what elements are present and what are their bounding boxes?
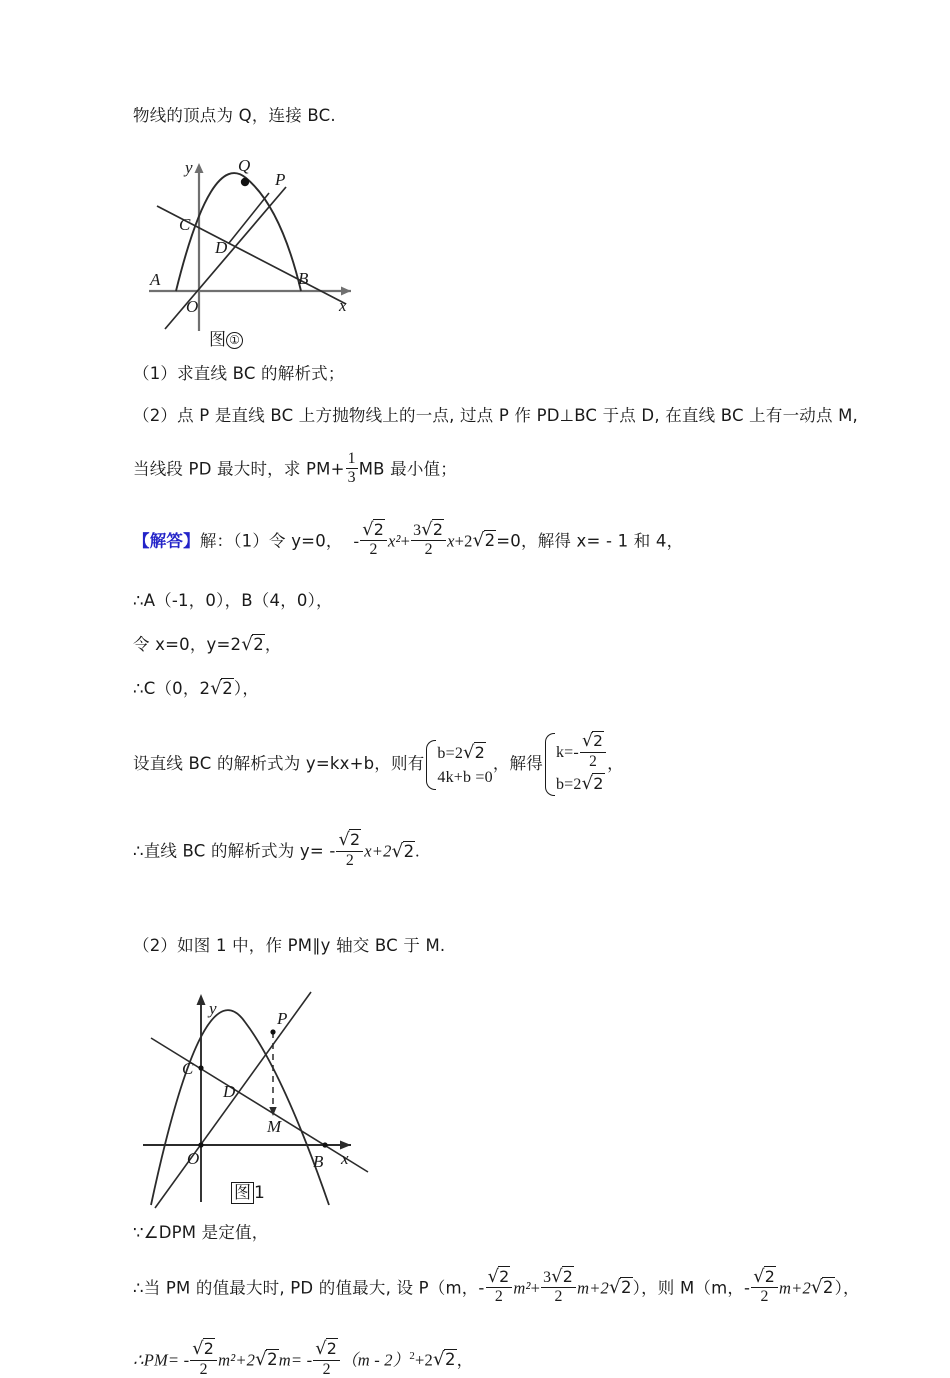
figure-1-caption bbox=[209, 325, 243, 350]
term-plus-2: +2 bbox=[415, 1350, 433, 1370]
sqrt-2-glyph: √2 bbox=[241, 633, 264, 655]
figure-1-x-label: x bbox=[339, 295, 347, 315]
solution-line-5-mid: ，解得 bbox=[492, 754, 543, 774]
sqrt-2-glyph: √2 bbox=[472, 530, 496, 552]
solution-line-5 bbox=[133, 732, 848, 797]
figure-2-caption bbox=[231, 1178, 265, 1203]
system-2-row-1-minus: - bbox=[573, 744, 579, 762]
figure-1 bbox=[141, 151, 848, 366]
solution-line-5-lead: 设直线 BC 的解析式为 y=kx+b，则有 bbox=[133, 754, 425, 774]
term-m-plus-2-b: m+2 bbox=[779, 1278, 811, 1298]
y-axis-arrow bbox=[197, 994, 206, 1005]
solution-line-1 bbox=[133, 521, 848, 559]
fraction-numerator bbox=[336, 831, 363, 852]
point-p-marker bbox=[270, 1030, 275, 1035]
solution-line-2: ∴A（-1，0），B（4，0）， bbox=[133, 591, 333, 610]
fraction-denominator: 2 bbox=[554, 1288, 563, 1306]
term-m-squared: m² bbox=[513, 1278, 531, 1298]
solution-line-4-text: ∴C（0，2 bbox=[133, 678, 211, 698]
term-m-plus-2: m+2 bbox=[577, 1278, 609, 1298]
sqrt-2-glyph: √2 bbox=[433, 1349, 456, 1371]
question-1 bbox=[133, 363, 848, 383]
term-m-squared-plus-2: m²+2 bbox=[218, 1350, 256, 1370]
sqrt-2-glyph: √2 bbox=[338, 830, 361, 851]
solution-line-1-suffix: 解得 x= - 1 和 4， bbox=[537, 531, 684, 551]
fraction-denominator: 2 bbox=[424, 541, 433, 559]
system-2-row-1-pre: k= bbox=[555, 744, 574, 762]
segment-pd bbox=[229, 193, 269, 243]
conclusion-line-2-mid: ），则 M（m，- bbox=[632, 1278, 751, 1298]
conclusion-line-3-tail: ， bbox=[456, 1350, 474, 1370]
system-2-row-1 bbox=[556, 732, 607, 769]
sqrt-2-glyph: √2 bbox=[487, 1266, 510, 1287]
fraction-denominator: 2 bbox=[345, 852, 354, 870]
system-1-row-1 bbox=[437, 739, 492, 767]
sqrt-2-glyph: √2 bbox=[315, 1338, 338, 1359]
question-2-text-part1: 点 P 是直线 BC 上方抛物线上的一点, 过点 P 作 PD⊥BC 于点 D, 在直线 BC 上有一动点 M, bbox=[177, 406, 858, 425]
conclusion-line-2 bbox=[133, 1266, 860, 1306]
question-2-line-2 bbox=[133, 451, 848, 487]
label-m: M bbox=[267, 1117, 282, 1137]
fraction-numerator bbox=[360, 521, 387, 542]
fraction-numerator: 3√2 bbox=[541, 1268, 576, 1289]
figure-2-caption-prefix: 图 bbox=[231, 1182, 254, 1204]
conclusion-line-1: ∵∠DPM 是定值， bbox=[133, 1223, 269, 1243]
sqrt-2-glyph: √2 bbox=[421, 519, 444, 540]
solution-line-3-text: 令 x=0，y=2 bbox=[133, 634, 242, 654]
sqrt-2-glyph: √2 bbox=[391, 840, 415, 862]
label-a: A bbox=[150, 269, 161, 289]
operator-plus: + bbox=[530, 1278, 541, 1298]
label-d: D bbox=[215, 237, 228, 257]
label-c: C bbox=[182, 1059, 194, 1079]
sqrt-2-glyph: √2 bbox=[463, 741, 486, 763]
x-axis-arrow bbox=[341, 286, 351, 295]
fraction-sqrt2-over-2-c bbox=[336, 831, 363, 869]
system-1-row-2: 4k+b =0 bbox=[437, 769, 493, 787]
document-content bbox=[133, 106, 860, 1378]
solution-line-4-suffix: ）， bbox=[233, 678, 260, 698]
figure-1-caption-number: ① bbox=[226, 332, 243, 349]
fraction-denominator: 3 bbox=[347, 469, 356, 487]
figure-2-y-label: y bbox=[209, 999, 217, 1019]
label-q: Q bbox=[238, 155, 251, 175]
label-c: C bbox=[179, 214, 191, 234]
label-b: B bbox=[313, 1152, 324, 1172]
system-of-equations-2 bbox=[543, 732, 607, 797]
fraction-numerator: 1 bbox=[346, 451, 358, 470]
sqrt-2-glyph: √2 bbox=[581, 731, 604, 752]
fraction-one-third bbox=[346, 451, 358, 487]
fraction-numerator bbox=[313, 1340, 340, 1361]
sqrt-2-glyph: √2 bbox=[362, 519, 384, 540]
point-o-marker bbox=[198, 1143, 203, 1148]
sqrt-2-glyph: √2 bbox=[753, 1266, 776, 1287]
question-1-text: 求直线 BC 的解析式； bbox=[177, 363, 345, 383]
fraction-numerator: 3√2 bbox=[411, 521, 446, 542]
label-p: P bbox=[275, 169, 286, 189]
question-2-text-post: MB 最小值； bbox=[358, 458, 457, 478]
fraction-3sqrt2-over-2 bbox=[411, 521, 446, 559]
label-p: P bbox=[277, 1009, 288, 1029]
figure-2-graph bbox=[133, 980, 393, 1210]
figure-2-caption-number: 1 bbox=[254, 1183, 265, 1204]
system-2-row-2-pre: b=2 bbox=[555, 775, 582, 793]
fraction-denominator: 2 bbox=[589, 752, 597, 770]
operator-plus: + bbox=[400, 531, 411, 551]
term-paren-m-minus-2: （m - 2） bbox=[341, 1350, 410, 1370]
y-axis-arrow bbox=[195, 163, 204, 173]
system-of-equations-1 bbox=[424, 739, 492, 792]
term-x: x bbox=[447, 531, 455, 551]
fraction-numerator bbox=[751, 1268, 778, 1289]
intro-line: 物线的顶点为 Q，连接 BC. bbox=[133, 106, 336, 125]
fraction-sqrt2-over-2-b bbox=[580, 732, 606, 769]
sqrt-2-glyph: √2 bbox=[551, 1266, 574, 1287]
point-b-marker bbox=[322, 1143, 327, 1148]
answer-tag: 【解答】 bbox=[133, 531, 200, 551]
solution-line-6 bbox=[133, 831, 848, 869]
sqrt-2-glyph: √2 bbox=[192, 1338, 215, 1359]
term-m-equals: m= - bbox=[278, 1350, 313, 1370]
fraction-denominator: 2 bbox=[494, 1288, 504, 1306]
system-2-row-2 bbox=[556, 770, 607, 798]
solution-line-3-suffix: ， bbox=[264, 634, 282, 654]
fraction-sqrt2-over-2-g bbox=[313, 1340, 340, 1378]
question-2-line-1 bbox=[133, 406, 858, 425]
label-o: O bbox=[186, 296, 199, 316]
solution-line-6-lead: ∴直线 BC 的解析式为 y= - bbox=[133, 841, 336, 861]
fraction-denominator: 2 bbox=[369, 541, 378, 559]
label-o: O bbox=[187, 1149, 200, 1169]
fraction-denominator: 2 bbox=[322, 1360, 331, 1378]
fraction-sqrt2-over-2-a bbox=[360, 521, 387, 559]
figure-2 bbox=[133, 980, 848, 1225]
figure-1-caption-prefix: 图 bbox=[209, 329, 226, 350]
question-2-text-pre: 当线段 PD 最大时，求 PM+ bbox=[133, 458, 345, 478]
figure-1-y-label: y bbox=[185, 157, 193, 177]
point-q-marker bbox=[241, 177, 249, 185]
conclusion-line-2-pre: ∴当 PM 的值最大时, PD 的值最大, 设 P（m，- bbox=[133, 1278, 485, 1298]
fraction-sqrt2-over-2-e bbox=[751, 1268, 778, 1306]
line-ap bbox=[165, 187, 286, 329]
fraction-sqrt2-over-2-d bbox=[486, 1268, 513, 1306]
figure-2-x-label: x bbox=[341, 1149, 349, 1169]
fraction-3sqrt2-over-2-b bbox=[541, 1268, 576, 1306]
fraction-numerator bbox=[580, 732, 606, 752]
fraction-sqrt2-over-2-f bbox=[190, 1340, 217, 1378]
fraction-numerator bbox=[486, 1268, 513, 1289]
solution-line-1-minus: - bbox=[353, 531, 360, 551]
conclusion-line-3-pre: ∴PM= - bbox=[133, 1350, 190, 1370]
exponent-2: 2 bbox=[409, 1349, 416, 1362]
solution-line-4 bbox=[133, 677, 848, 699]
point-c-marker bbox=[198, 1066, 203, 1071]
solution-line-3 bbox=[133, 633, 848, 655]
question-1-number: （1） bbox=[133, 363, 178, 383]
solution-line-1-equals: =0， bbox=[496, 531, 538, 551]
part-2-heading: （2）如图 1 中，作 PM∥y 轴交 BC 于 M. bbox=[133, 935, 446, 955]
sqrt-2-glyph: √2 bbox=[810, 1277, 834, 1299]
solution-line-6-period: . bbox=[415, 841, 420, 861]
sqrt-2-glyph: √2 bbox=[210, 677, 233, 699]
solution-line-1-prefix: 解：（1）令 y=0， bbox=[199, 531, 343, 551]
label-d: D bbox=[223, 1082, 236, 1102]
fraction-denominator: 2 bbox=[199, 1360, 208, 1378]
question-2-number: （2） bbox=[133, 406, 178, 425]
conclusion-line-2-tail: ）， bbox=[834, 1278, 860, 1298]
system-1-row-1-pre: b=2 bbox=[437, 744, 464, 762]
fraction-numerator bbox=[190, 1340, 217, 1361]
vertical-spacer-2 bbox=[133, 904, 848, 938]
vertical-spacer bbox=[133, 870, 848, 904]
conclusion-line-3 bbox=[133, 1340, 848, 1378]
solution-line-5-tail: ， bbox=[607, 754, 624, 774]
label-b: B bbox=[298, 268, 309, 288]
sqrt-2-glyph: √2 bbox=[255, 1349, 278, 1371]
term-x-squared: x² bbox=[387, 531, 401, 551]
fraction-denominator: 2 bbox=[760, 1288, 769, 1306]
term-plus-2: +2 bbox=[454, 531, 473, 551]
solution-line-6-tail: x+2 bbox=[364, 841, 392, 861]
figure-1-graph bbox=[141, 151, 391, 351]
sqrt-2-glyph: √2 bbox=[581, 772, 604, 794]
sqrt-2-glyph: √2 bbox=[608, 1277, 632, 1299]
